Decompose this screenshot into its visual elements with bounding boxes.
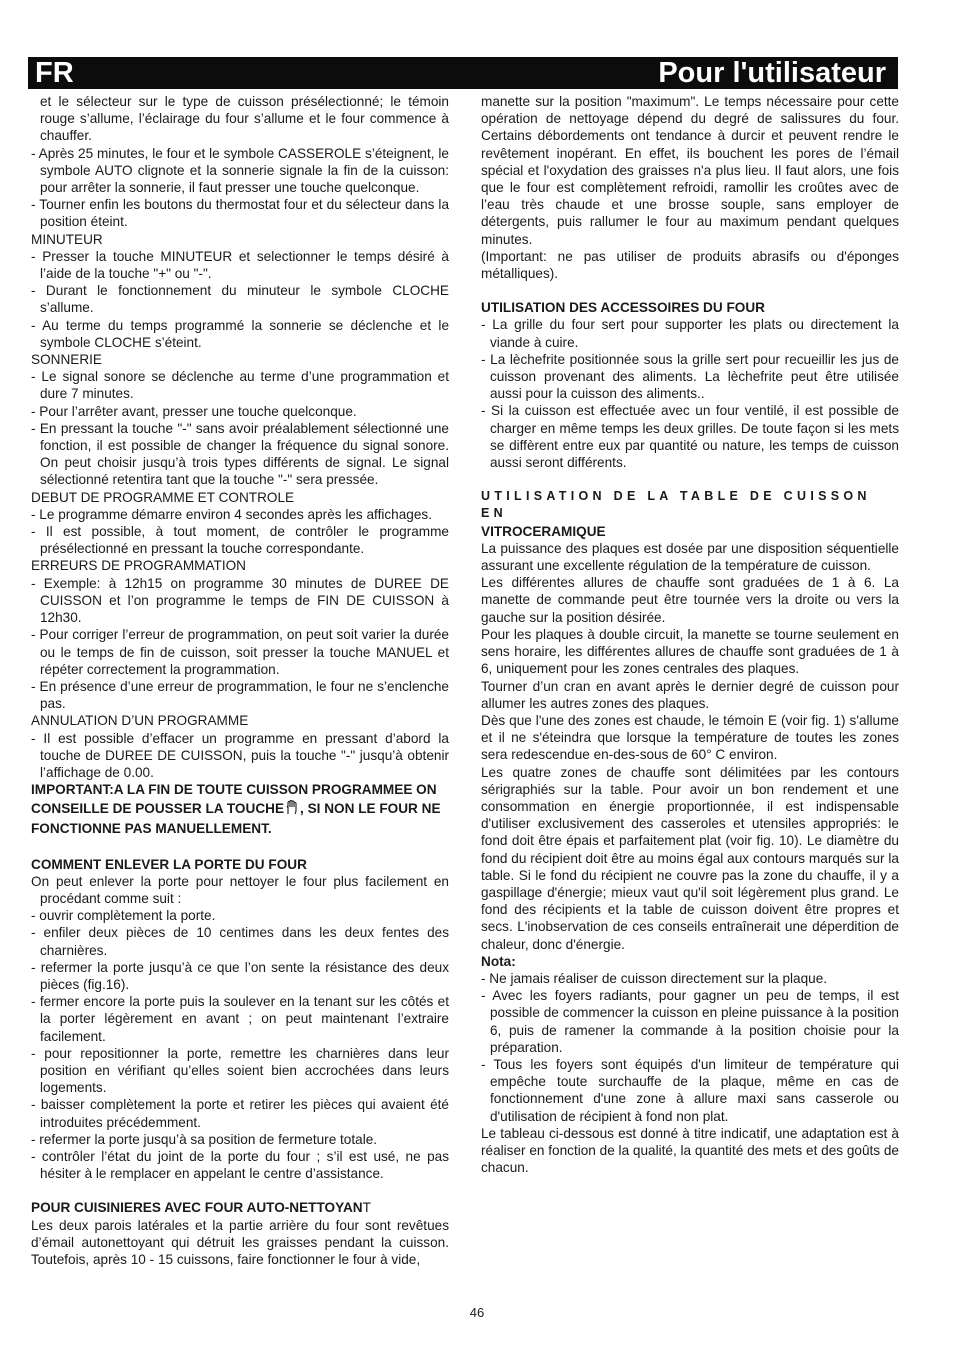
list-item: - Tourner enfin les boutons du thermostat four et du sélecteur dans la position éteint. bbox=[31, 197, 449, 230]
list-item: - Ne jamais réaliser de cuisson directement sur la plaque. bbox=[481, 970, 828, 986]
list-item: - ouvrir complètement la porte. bbox=[31, 908, 216, 924]
list-item: - fermer encore la porte puis la soulever en la tenant sur les côtés et la porter légèrement en avant ; on peut maintenant l’extraire facilement. bbox=[31, 994, 449, 1044]
list-item: - enfiler deux pièces de 10 centimes dans les deux fentes des charnières. bbox=[31, 925, 449, 958]
list-item: - Si la cuisson est effectuée avec un four ventilé, il est possible de charger en même temps les deux grilles. De toute façon si les mets se diffèrent entre eux par quantité ou nature, les temps de cuisson aussi seront différents. bbox=[481, 403, 899, 471]
list-item: - La lèchefrite positionnée sous la grille sert pour recueillir les jus de cuisson provenant des aliments. La lèchefrite peut être utilisée aussi pour la cuisson des aliments.. bbox=[481, 351, 899, 402]
section-heading: MINUTEUR bbox=[31, 231, 103, 247]
list-item: - pour repositionner la porte, remettre les charnières dans leur position en vérifiant qu’elles soient bien accrochées dans leurs logements. bbox=[31, 1045, 449, 1096]
list-item: - Exemple: à 12h15 on programme 30 minutes de DUREE DE CUISSON et l’on programme le temps de FIN DE CUISSON à 12h30. bbox=[31, 575, 449, 626]
paragraph: (Important: ne pas utiliser de produits abrasifs ou d'éponges métalliques). bbox=[481, 248, 899, 282]
important-notice bbox=[31, 781, 449, 839]
hand-icon bbox=[285, 800, 299, 821]
right-column bbox=[481, 93, 899, 1176]
list-item: - Au terme du temps programmé la sonnerie se déclenche et le symbole CLOCHE s’éteint. bbox=[31, 317, 449, 350]
list-item: - baisser complètement la porte et retirer les pièces qui avaient été introduites précédemment. bbox=[31, 1097, 449, 1130]
page-title: Pour l'utilisateur bbox=[658, 57, 886, 89]
list-item: - En pressant la touche "-" sans avoir préalablement sélectionné une fonction, il est possible de changer la fréquence du signal sonore. On peut choisir jusqu’à trois types différents de signal. Le signal sélectionné retentira tant que la touche "-" sera pressée. bbox=[31, 420, 449, 488]
section-heading: ANNULATION D’UN PROGRAMME bbox=[31, 713, 249, 729]
list-item: - Presser la touche MINUTEUR et selectionner le temps désiré à l’aide de la touche "+" ou "-". bbox=[31, 248, 449, 282]
section-heading: SONNERIE bbox=[31, 352, 103, 368]
left-column bbox=[31, 93, 449, 1268]
paragraph: Le tableau ci-dessous est donné à titre indicatif, une adaptation est à réaliser en fonction de la qualité, la quantité des mets et des goûts de chacun. bbox=[481, 1125, 899, 1176]
list-item: - Le signal sonore se déclenche au terme d’une programmation et dure 7 minutes. bbox=[31, 369, 449, 402]
auto-title-bold: POUR CUISINIERES AVEC FOUR AUTO-NETTOYAN bbox=[31, 1200, 363, 1216]
paragraph: Les quatre zones de chauffe sont délimitées par les contours sérigraphiés sur la table. Pour avoir un bon rendement et une consommation en énergie proportionnée, il est indispensable d'utiliser exclusivement des casseroles et utensiles appropriés: le fond doit être épais et parfaitement plat (voir fig. 10). Le diamètre du fond du récipient doit être au moins égal aux contours marqués sur la table. Si le fond du récipient ne couvre pas la zone du chauffe, il y a gaspillage d'énergie; mieux vaut qu'il soit légèrement plus grand. Le fond des récipients et la table de cuisson doivent être propres et secs. L'inobservation de ces conseils entraînerait une déperdition de chaleur, donc d'énergie. bbox=[481, 764, 899, 952]
important-text-b: , SI NON LE FOUR NE FONCTIONNE PAS MANUELLEMENT. bbox=[31, 800, 441, 837]
section-heading-cont: VITROCERAMIQUE bbox=[481, 523, 606, 539]
section-heading: ERREURS DE PROGRAMMATION bbox=[31, 558, 246, 574]
list-item: - Tous les foyers sont équipés d'un limiteur de température qui empêche toute surchauffe de la plaque, même en cas de fonctionnement d'une zone à allure maxi sans casserole ou d'utilisation de récipient à fond non plat. bbox=[481, 1056, 899, 1124]
page-number: 46 bbox=[469, 1305, 485, 1320]
paragraph: et le sélecteur sur le type de cuisson présélectionné; le témoin rouge s’allume, l’éclairage du four s’allume et le four commence à chauffer. bbox=[40, 94, 449, 144]
section-heading: UTILISATION DES ACCESSOIRES DU FOUR bbox=[481, 300, 765, 316]
list-item: - Pour l’arrêter avant, presser une touche quelconque. bbox=[31, 403, 357, 419]
section-heading: COMMENT ENLEVER LA PORTE DU FOUR bbox=[31, 856, 307, 872]
paragraph: La puissance des plaques est dosée par une disposition séquentielle assurant une excellente régulation de la température de cuisson. bbox=[481, 540, 899, 574]
list-item: - Avec les foyers radiants, pour gagner un peu de temps, il est possible de commencer la cuisson en pleine puissance à la position 6, puis de ramener la commande à la position choisie pour la préparation. bbox=[481, 988, 899, 1055]
list-item: - refermer la porte jusqu’à sa position de fermeture totale. bbox=[31, 1131, 378, 1147]
section-heading bbox=[31, 1199, 449, 1216]
paragraph: On peut enlever la porte pour nettoyer le four plus facilement en procédant comme suit : bbox=[31, 873, 449, 907]
list-item: - Il est possible, à tout moment, de contrôler le programme présélectionné en pressant la touche correspondante. bbox=[31, 524, 449, 557]
list-item: - Après 25 minutes, le four et le symbole CASSEROLE s’éteignent, le symbole AUTO clignote et la sonnerie signale la fin de la cuisson: pour arrêter la sonnerie, il faut presser une touche quelconque. bbox=[31, 145, 449, 196]
paragraph: Les différentes allures de chauffe sont graduées de 1 à 6. La manette de commande peut être tournée vers la droite ou vers la gauche sur la position désirée. bbox=[481, 575, 899, 625]
list-item: - Durant le fonctionnement du minuteur le symbole CLOCHE s’allume. bbox=[31, 283, 449, 316]
auto-title-end: T bbox=[362, 1200, 371, 1216]
list-item: - Le programme démarre environ 4 secondes après les affichages. bbox=[31, 506, 432, 522]
section-heading: UTILISATION DE LA TABLE DE CUISSON EN bbox=[481, 489, 871, 521]
paragraph: Les deux parois latérales et la partie arrière du four sont revêtues d’émail autonettoyant qui détruit les graisses pendant la cuisson. Toutefois, après 10 - 15 cuissons, faire fonctionner le four à vide, bbox=[31, 1217, 449, 1268]
paragraph: Pour les plaques à double circuit, la manette se tourne seulement en sens horaire, les différentes allures de chauffe sont graduées de 1 à 6, uniquement pour les zones centrales des plaques. bbox=[481, 626, 899, 677]
paragraph: Dès que l'une des zones est chaude, le témoin E (voir fig. 1) s'allume et il ne s'éteindra que lorsque la température de toutes les zones sera redescendue en-des-sous de 60° C environ. bbox=[481, 712, 899, 763]
paragraph: manette sur la position "maximum". Le temps nécessaire pour cette opération de nettoyage dépend du degré de salissures du four. Certains débordements ont tendance à durcir et peuvent rendre le revêtement inopérant. En effet, ils bouchent les pores de l’émail spécial et l'oxydation des graisses n'a plus lieu. Il faut alors, une fois que le four est complètement refroidi, ramollir les croûtes avec de l’eau très chaude et une brosse souple, sans employer de détergents, puis rallumer le four au maximum pendant quelques minutes. bbox=[481, 94, 899, 247]
list-item: - En présence d’une erreur de programmation, le four ne s’enclenche pas. bbox=[31, 678, 449, 712]
header-bar bbox=[28, 57, 898, 89]
list-item: - Pour corriger l’erreur de programmation, on peut soit varier la durée ou le temps de fin de cuisson, soit presser la touche MANUEL et répéter correctement la programmation. bbox=[31, 627, 449, 677]
list-item: - La grille du four sert pour supporter les plats ou directement la viande à cuire. bbox=[481, 317, 899, 350]
important-text-a: IMPORTANT:A LA FIN DE TOUTE CUISSON PROGRAMMEE ON CONSEILLE DE POUSSER LA TOUCHE bbox=[31, 782, 437, 816]
section-heading: DEBUT DE PROGRAMME ET CONTROLE bbox=[31, 489, 295, 505]
list-item: - Il est possible d’effacer un programme en pressant d’abord la touche de DUREE DE CUISSON, puis la touche "-" jusqu’à obtenir l’affichage de 0.00. bbox=[31, 730, 449, 780]
nota-heading: Nota: bbox=[481, 953, 516, 969]
list-item: - refermer la porte jusqu’à ce que l’on sente la résistance des deux pièces (fig.16). bbox=[31, 959, 449, 993]
language-code: FR bbox=[35, 57, 74, 89]
list-item: - contrôler l’état du joint de la porte du four ; s’il est usé, ne pas hésiter à le remplacer en appelant le centre d’assistance. bbox=[31, 1149, 449, 1182]
paragraph: Tourner d’un cran en avant après le dernier degré de cuisson pour allumer les autres zones des plaques. bbox=[481, 678, 899, 711]
